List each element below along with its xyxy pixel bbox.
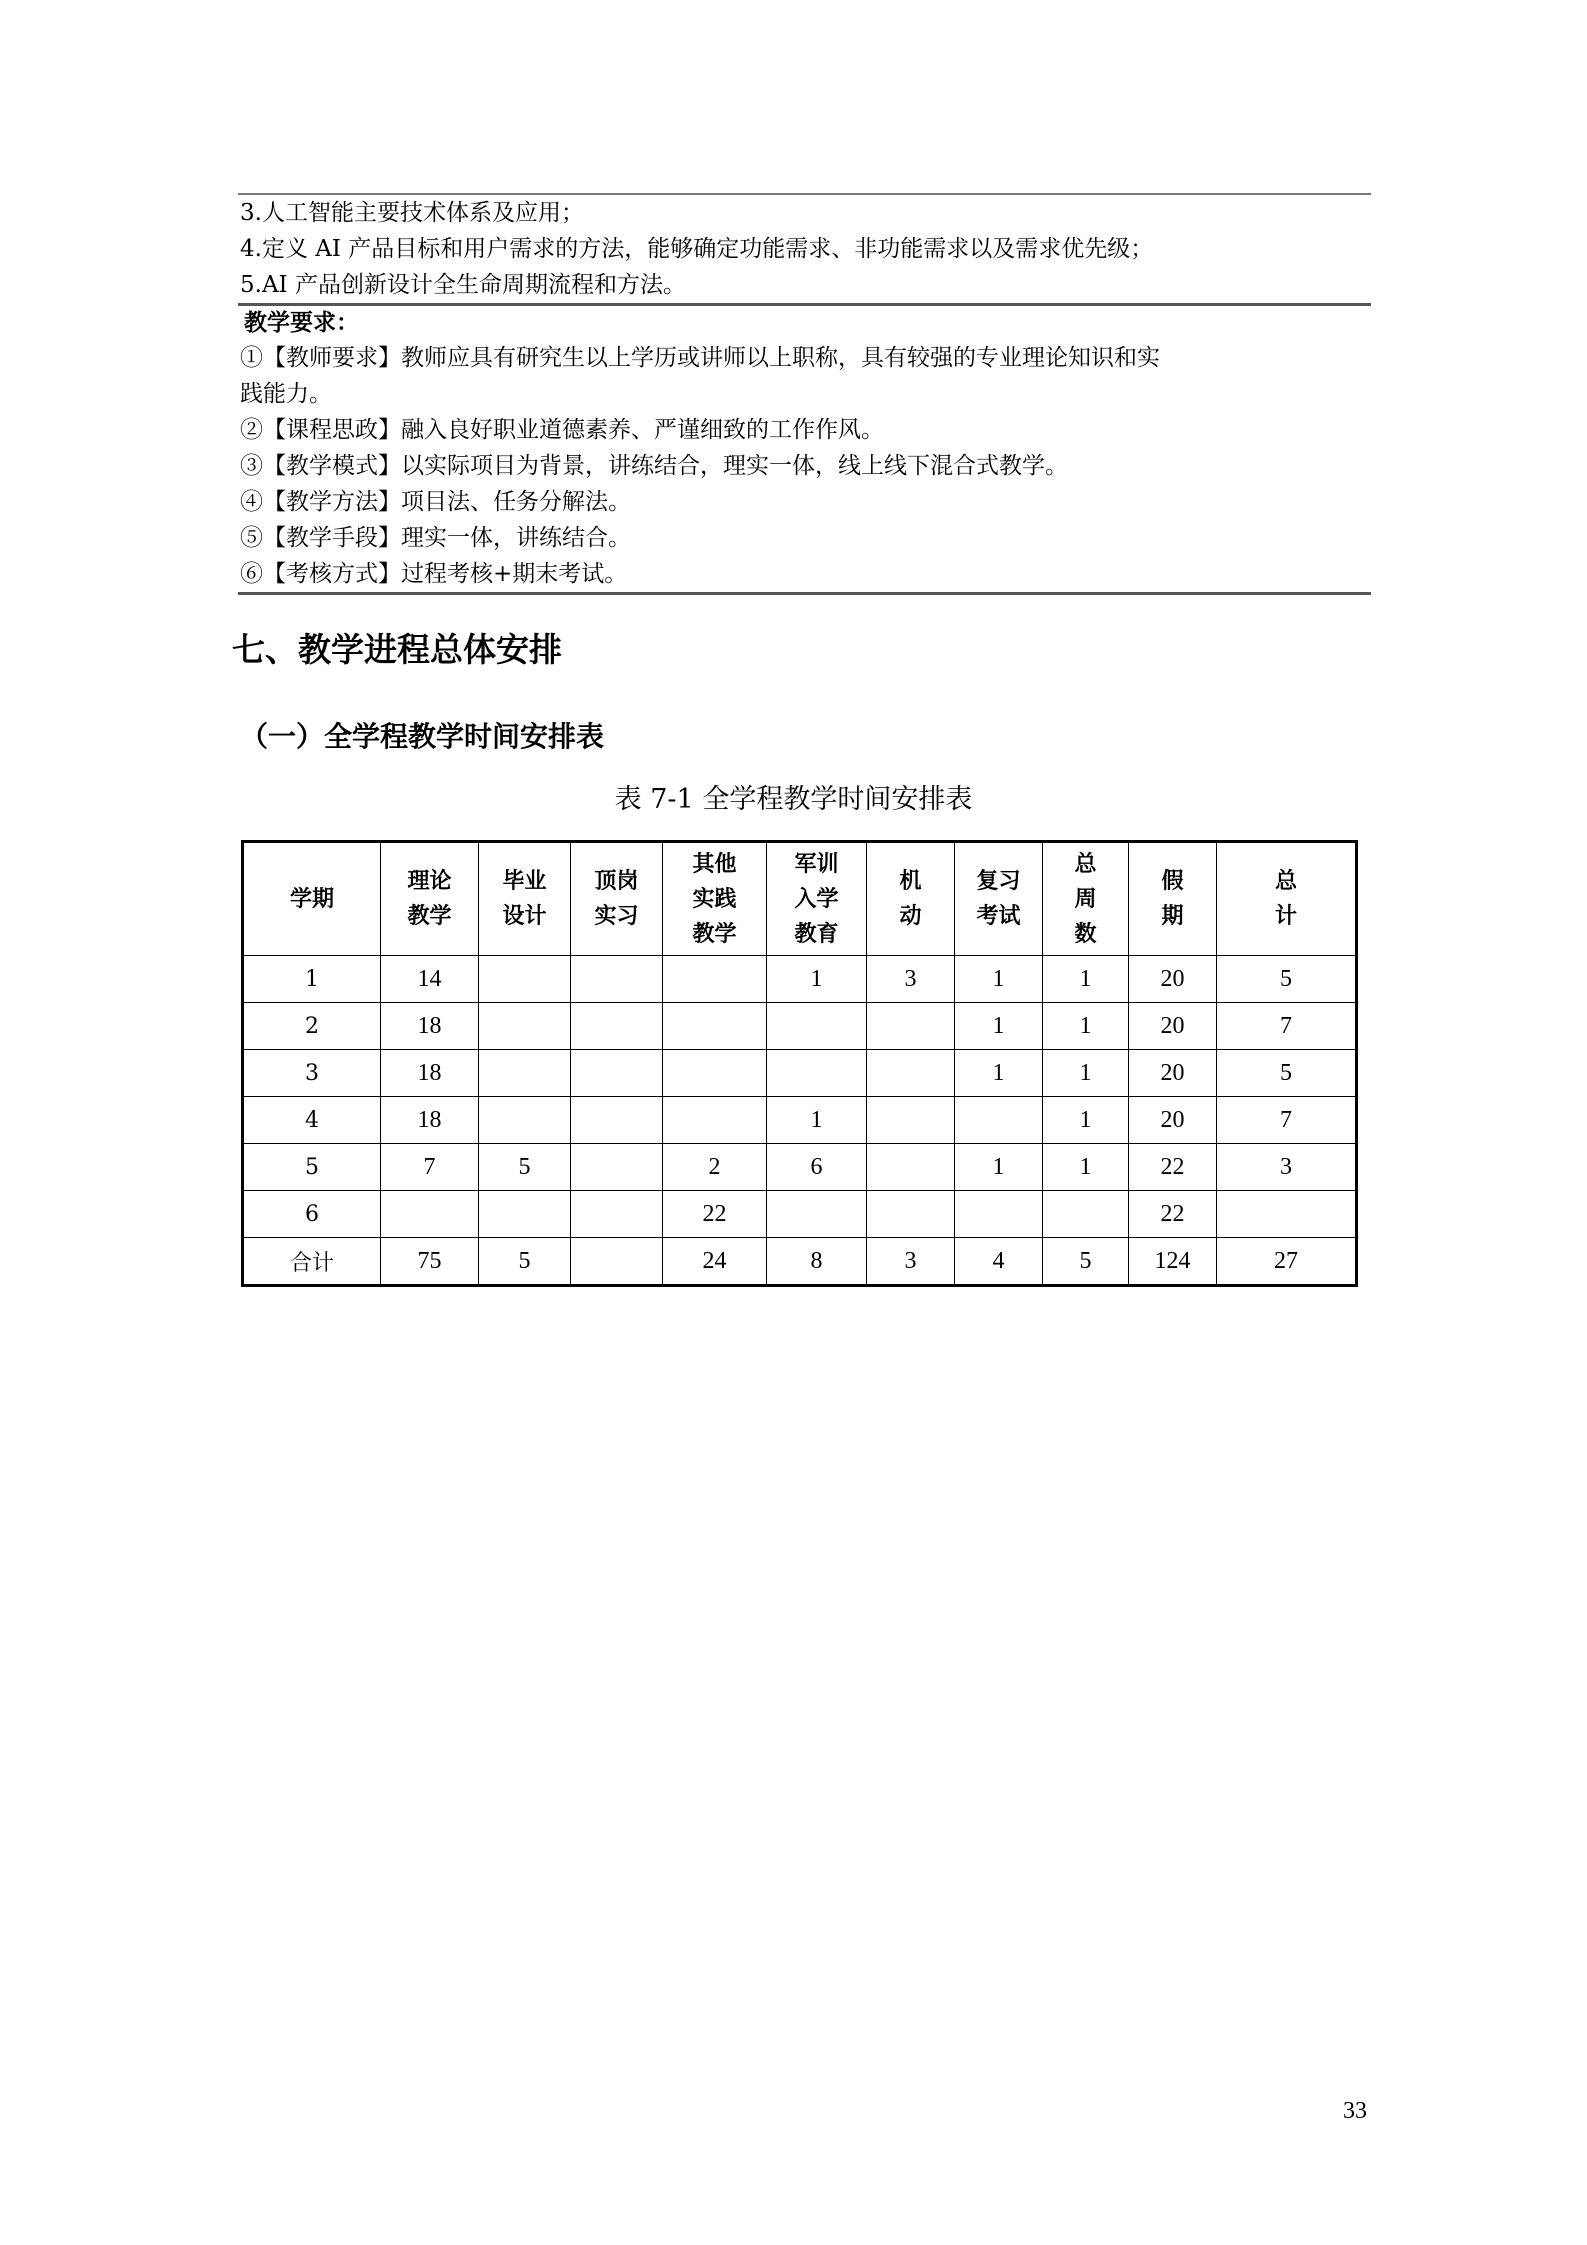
table-cell: 1 (1043, 1003, 1129, 1050)
header-cell (243, 842, 381, 956)
table-cell (955, 1191, 1043, 1238)
table-cell: 7 (381, 1144, 479, 1191)
table-cell (767, 1050, 867, 1097)
table-row (243, 1238, 1357, 1286)
table-row (243, 1003, 1357, 1050)
table-header-row (243, 842, 1357, 956)
table-cell (663, 1003, 767, 1050)
table-row (243, 1097, 1357, 1144)
table-cell: 5 (479, 1238, 571, 1286)
requirement-line: 践能力。 (240, 381, 332, 407)
table-cell: 20 (1129, 1097, 1217, 1144)
table-cell: 5 (479, 1144, 571, 1191)
content-line: 3.人工智能主要技术体系及应用； (240, 200, 584, 226)
table-cell (867, 1144, 955, 1191)
table-cell (381, 1191, 479, 1238)
table-cell (479, 1097, 571, 1144)
table-cell: 1 (955, 1050, 1043, 1097)
table-cell (571, 1191, 663, 1238)
header-cell (1217, 842, 1357, 956)
table-cell (955, 1097, 1043, 1144)
header-label: 顶岗 实习 (594, 869, 639, 929)
table-cell: 2 (243, 1003, 381, 1050)
content-line: 5.AI 产品创新设计全生命周期流程和方法。 (240, 272, 686, 298)
header-cell (1129, 842, 1217, 956)
table-cell: 4 (243, 1097, 381, 1144)
header-label: 其他 实践 教学 (692, 851, 737, 947)
subsection-heading: （一）全学程教学时间安排表 (240, 720, 605, 753)
table-row (243, 1191, 1357, 1238)
requirement-line: ⑤【教学手段】理实一体，讲练结合。 (240, 525, 631, 551)
table-cell: 1 (767, 1097, 867, 1144)
table-cell: 合计 (243, 1238, 381, 1286)
table-cell (867, 1097, 955, 1144)
table-cell: 18 (381, 1050, 479, 1097)
table-cell: 1 (955, 1003, 1043, 1050)
table-cell (571, 1050, 663, 1097)
table-cell: 14 (381, 956, 479, 1003)
requirement-line: ③【教学模式】以实际项目为背景，讲练结合，理实一体，线上线下混合式教学。 (240, 453, 1068, 479)
table-cell: 24 (663, 1238, 767, 1286)
table-cell: 22 (1129, 1191, 1217, 1238)
table-cell (663, 1050, 767, 1097)
header-cell (767, 842, 867, 956)
table-cell: 4 (955, 1238, 1043, 1286)
table-caption: 表 7-1 全学程教学时间安排表 (614, 784, 973, 815)
table-cell: 18 (381, 1003, 479, 1050)
header-cell (867, 842, 955, 956)
table-cell: 7 (1217, 1097, 1357, 1144)
requirement-line: ⑥【考核方式】过程考核+期末考试。 (240, 561, 628, 587)
table-cell: 5 (1043, 1238, 1129, 1286)
table-cell (479, 1003, 571, 1050)
table-row (243, 1050, 1357, 1097)
table-cell: 2 (663, 1144, 767, 1191)
table-cell (767, 1191, 867, 1238)
course-content-box (238, 193, 1371, 595)
content-line: 4.定义 AI 产品目标和用户需求的方法，能够确定功能需求、非功能需求以及需求优先级； (240, 236, 1154, 262)
table-cell (479, 956, 571, 1003)
table-cell: 5 (1217, 956, 1357, 1003)
table-cell (1043, 1191, 1129, 1238)
table-cell (571, 956, 663, 1003)
table-cell: 3 (1217, 1144, 1357, 1191)
header-label: 复习 考试 (976, 869, 1021, 929)
header-label: 总 计 (1274, 869, 1297, 929)
header-label: 学期 (289, 886, 334, 912)
table-cell (767, 1003, 867, 1050)
requirement-line: ②【课程思政】融入良好职业道德素养、严谨细致的工作作风。 (240, 417, 884, 443)
table-cell: 3 (867, 956, 955, 1003)
header-label: 机 动 (899, 869, 922, 929)
table-cell: 3 (867, 1238, 955, 1286)
table-cell: 20 (1129, 1003, 1217, 1050)
table-cell: 1 (243, 956, 381, 1003)
table-cell: 20 (1129, 1050, 1217, 1097)
table-body (243, 956, 1357, 1286)
table-cell: 22 (663, 1191, 767, 1238)
table-cell: 1 (1043, 1097, 1129, 1144)
table-cell: 1 (1043, 1050, 1129, 1097)
table-cell: 8 (767, 1238, 867, 1286)
header-label: 总 周 数 (1074, 851, 1097, 947)
table-cell: 1 (767, 956, 867, 1003)
header-label: 军训 入学 教育 (794, 851, 839, 947)
table-cell: 7 (1217, 1003, 1357, 1050)
requirements-title: 教学要求： (244, 310, 359, 336)
table-cell (571, 1238, 663, 1286)
requirement-line: ①【教师要求】教师应具有研究生以上学历或讲师以上职称，具有较强的专业理论知识和实 (240, 345, 1160, 371)
table-cell (867, 1191, 955, 1238)
header-cell (1043, 842, 1129, 956)
table-cell: 27 (1217, 1238, 1357, 1286)
page-number: 33 (1343, 2098, 1367, 2124)
table-cell: 3 (243, 1050, 381, 1097)
bottom-rule (238, 592, 1371, 595)
header-label: 理论 教学 (407, 869, 452, 929)
table-cell (571, 1003, 663, 1050)
table-cell (1217, 1191, 1357, 1238)
header-cell (955, 842, 1043, 956)
requirement-line: ④【教学方法】项目法、任务分解法。 (240, 489, 631, 515)
header-cell (381, 842, 479, 956)
header-label: 假 期 (1161, 869, 1184, 929)
table-cell: 6 (767, 1144, 867, 1191)
header-label: 毕业 设计 (502, 869, 547, 929)
teaching-schedule-table (241, 840, 1358, 1287)
table-cell: 18 (381, 1097, 479, 1144)
header-cell (571, 842, 663, 956)
table-cell (479, 1191, 571, 1238)
table-cell: 1 (1043, 1144, 1129, 1191)
table-cell (571, 1144, 663, 1191)
table-cell: 1 (955, 1144, 1043, 1191)
table-row (243, 1144, 1357, 1191)
table-cell: 6 (243, 1191, 381, 1238)
table-cell (663, 956, 767, 1003)
table-cell: 20 (1129, 956, 1217, 1003)
table-cell (571, 1097, 663, 1144)
table-cell: 5 (243, 1144, 381, 1191)
table-cell: 22 (1129, 1144, 1217, 1191)
table-cell: 5 (1217, 1050, 1357, 1097)
table-cell: 124 (1129, 1238, 1217, 1286)
header-cell (479, 842, 571, 956)
table-cell (479, 1050, 571, 1097)
table-row (243, 956, 1357, 1003)
table-cell (867, 1050, 955, 1097)
table-cell (663, 1097, 767, 1144)
section-heading: 七、教学进程总体安排 (232, 630, 562, 669)
table-cell: 1 (955, 956, 1043, 1003)
table-cell (867, 1003, 955, 1050)
header-cell (663, 842, 767, 956)
table-cell: 75 (381, 1238, 479, 1286)
table-cell: 1 (1043, 956, 1129, 1003)
